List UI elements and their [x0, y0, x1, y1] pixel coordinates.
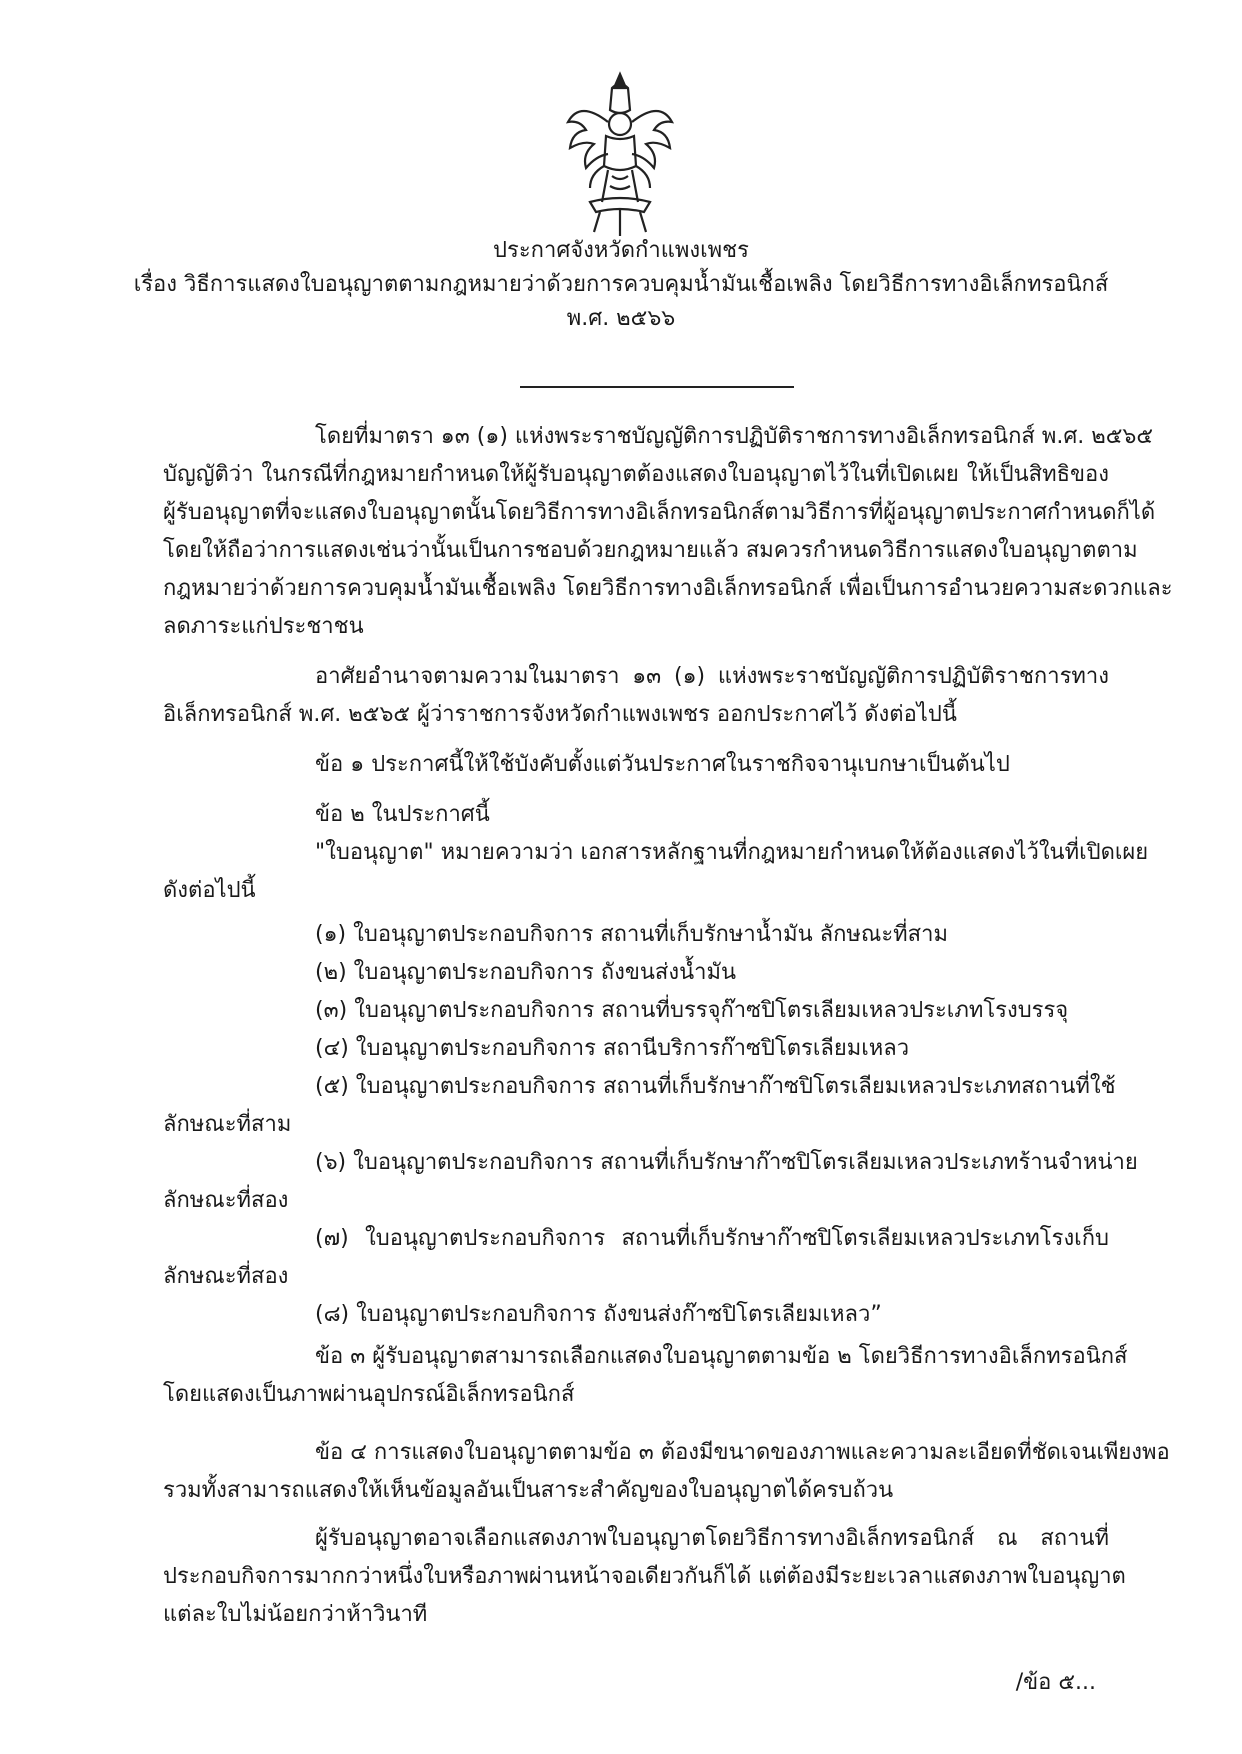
license-item-continuation: ลักษณะที่สอง	[163, 1264, 289, 1289]
license-item: (๕) ใบอนุญาตประกอบกิจการ สถานที่เก็บรักษาก๊าซปิโตรเลียมเหลวประเภทสถานที่ใช้	[315, 1074, 1116, 1099]
clause-4-paragraph-2: ประกอบกิจการมากกว่าหนึ่งใบหรือภาพผ่านหน้าจอเดียวกันก็ได้ แต่ต้องมีระยะเวลาแสดงภาพใบอนุญาต	[163, 1564, 1126, 1589]
license-item: (๗) ใบอนุญาตประกอบกิจการ สถานที่เก็บรักษาก๊าซปิโตรเลียมเหลวประเภทโรงเก็บ	[315, 1226, 1109, 1251]
license-item: (๒) ใบอนุญาตประกอบกิจการ ถังขนส่งน้ำมัน	[315, 960, 737, 985]
license-item: (๘) ใบอนุญาตประกอบกิจการ ถังขนส่งก๊าซปิโตรเลียมเหลว”	[315, 1302, 882, 1327]
clause-1: ข้อ ๑ ประกาศนี้ให้ใช้บังคับตั้งแต่วันประกาศในราชกิจจานุเบกษาเป็นต้นไป	[315, 752, 1010, 777]
page-continuation: /ข้อ ๕...	[1015, 1670, 1096, 1695]
preamble-line: ผู้รับอนุญาตที่จะแสดงใบอนุญาตนั้นโดยวิธีการทางอิเล็กทรอนิกส์ตามวิธีการที่ผู้อนุญาตประกาศกำหนดก็ได้	[163, 500, 1156, 525]
license-item-continuation: ลักษณะที่สอง	[163, 1188, 289, 1213]
clause-4-paragraph-2: ผู้รับอนุญาตอาจเลือกแสดงภาพใบอนุญาตโดยวิธีการทางอิเล็กทรอนิกส์ ณ สถานที่	[315, 1526, 1109, 1551]
preamble-line: กฎหมายว่าด้วยการควบคุมน้ำมันเชื้อเพลิง โดยวิธีการทางอิเล็กทรอนิกส์ เพื่อเป็นการอำนวยความสะดวกและ	[163, 576, 1173, 601]
garuda-emblem-icon	[560, 70, 680, 240]
announcement-subject: เรื่อง วิธีการแสดงใบอนุญาตตามกฎหมายว่าด้วยการควบคุมน้ำมันเชื้อเพลิง โดยวิธีการทางอิเล็กทรอนิกส์	[133, 272, 1109, 297]
preamble-line: โดยที่มาตรา ๑๓ (๑) แห่งพระราชบัญญัติการปฏิบัติราชการทางอิเล็กทรอนิกส์ พ.ศ. ๒๕๖๕	[315, 424, 1154, 449]
announcement-title: ประกาศจังหวัดกำแพงเพชร	[493, 238, 749, 263]
clause-3: โดยแสดงเป็นภาพผ่านอุปกรณ์อิเล็กทรอนิกส์	[163, 1382, 575, 1407]
license-item-continuation: ลักษณะที่สาม	[163, 1112, 292, 1137]
clause-3: ข้อ ๓ ผู้รับอนุญาตสามารถเลือกแสดงใบอนุญาตตามข้อ ๒ โดยวิธีการทางอิเล็กทรอนิกส์	[315, 1344, 1128, 1369]
header-divider	[520, 386, 794, 388]
clause-2-definition: "ใบอนุญาต" หมายความว่า เอกสารหลักฐานที่กฎหมายกำหนดให้ต้องแสดงไว้ในที่เปิดเผย	[315, 840, 1149, 865]
license-item: (๓) ใบอนุญาตประกอบกิจการ สถานที่บรรจุก๊าซปิโตรเลียมเหลวประเภทโรงบรรจุ	[315, 998, 1069, 1023]
clause-2-heading: ข้อ ๒ ในประกาศนี้	[315, 802, 490, 827]
license-item: (๖) ใบอนุญาตประกอบกิจการ สถานที่เก็บรักษาก๊าซปิโตรเลียมเหลวประเภทร้านจำหน่าย	[315, 1150, 1138, 1175]
preamble-line: บัญญัติว่า ในกรณีที่กฎหมายกำหนดให้ผู้รับอนุญาตต้องแสดงใบอนุญาตไว้ในที่เปิดเผย ให้เป็นสิทธิของ	[163, 462, 1109, 487]
clause-4: รวมทั้งสามารถแสดงให้เห็นข้อมูลอันเป็นสาระสำคัญของใบอนุญาตได้ครบถ้วน	[163, 1478, 894, 1503]
clause-4-paragraph-2: แต่ละใบไม่น้อยกว่าห้าวินาที	[163, 1602, 428, 1627]
preamble-line: ลดภาระแก่ประชาชน	[163, 614, 364, 639]
preamble-line: โดยให้ถือว่าการแสดงเช่นว่านั้นเป็นการชอบด้วยกฎหมายแล้ว สมควรกำหนดวิธีการแสดงใบอนุญาตตาม	[163, 538, 1138, 563]
authority-line: อิเล็กทรอนิกส์ พ.ศ. ๒๕๖๕ ผู้ว่าราชการจังหวัดกำแพงเพชร ออกประกาศไว้ ดังต่อไปนี้	[163, 702, 957, 727]
clause-2-definition: ดังต่อไปนี้	[163, 878, 256, 903]
license-item: (๑) ใบอนุญาตประกอบกิจการ สถานที่เก็บรักษาน้ำมัน ลักษณะที่สาม	[315, 922, 948, 947]
license-item: (๔) ใบอนุญาตประกอบกิจการ สถานีบริการก๊าซปิโตรเลียมเหลว	[315, 1036, 910, 1061]
authority-line: อาศัยอำนาจตามความในมาตรา ๑๓ (๑) แห่งพระราชบัญญัติการปฏิบัติราชการทาง	[315, 664, 1109, 689]
clause-4: ข้อ ๔ การแสดงใบอนุญาตตามข้อ ๓ ต้องมีขนาดของภาพและความละเอียดที่ชัดเจนเพียงพอ	[315, 1440, 1170, 1465]
announcement-year: พ.ศ. ๒๕๖๖	[566, 306, 676, 331]
